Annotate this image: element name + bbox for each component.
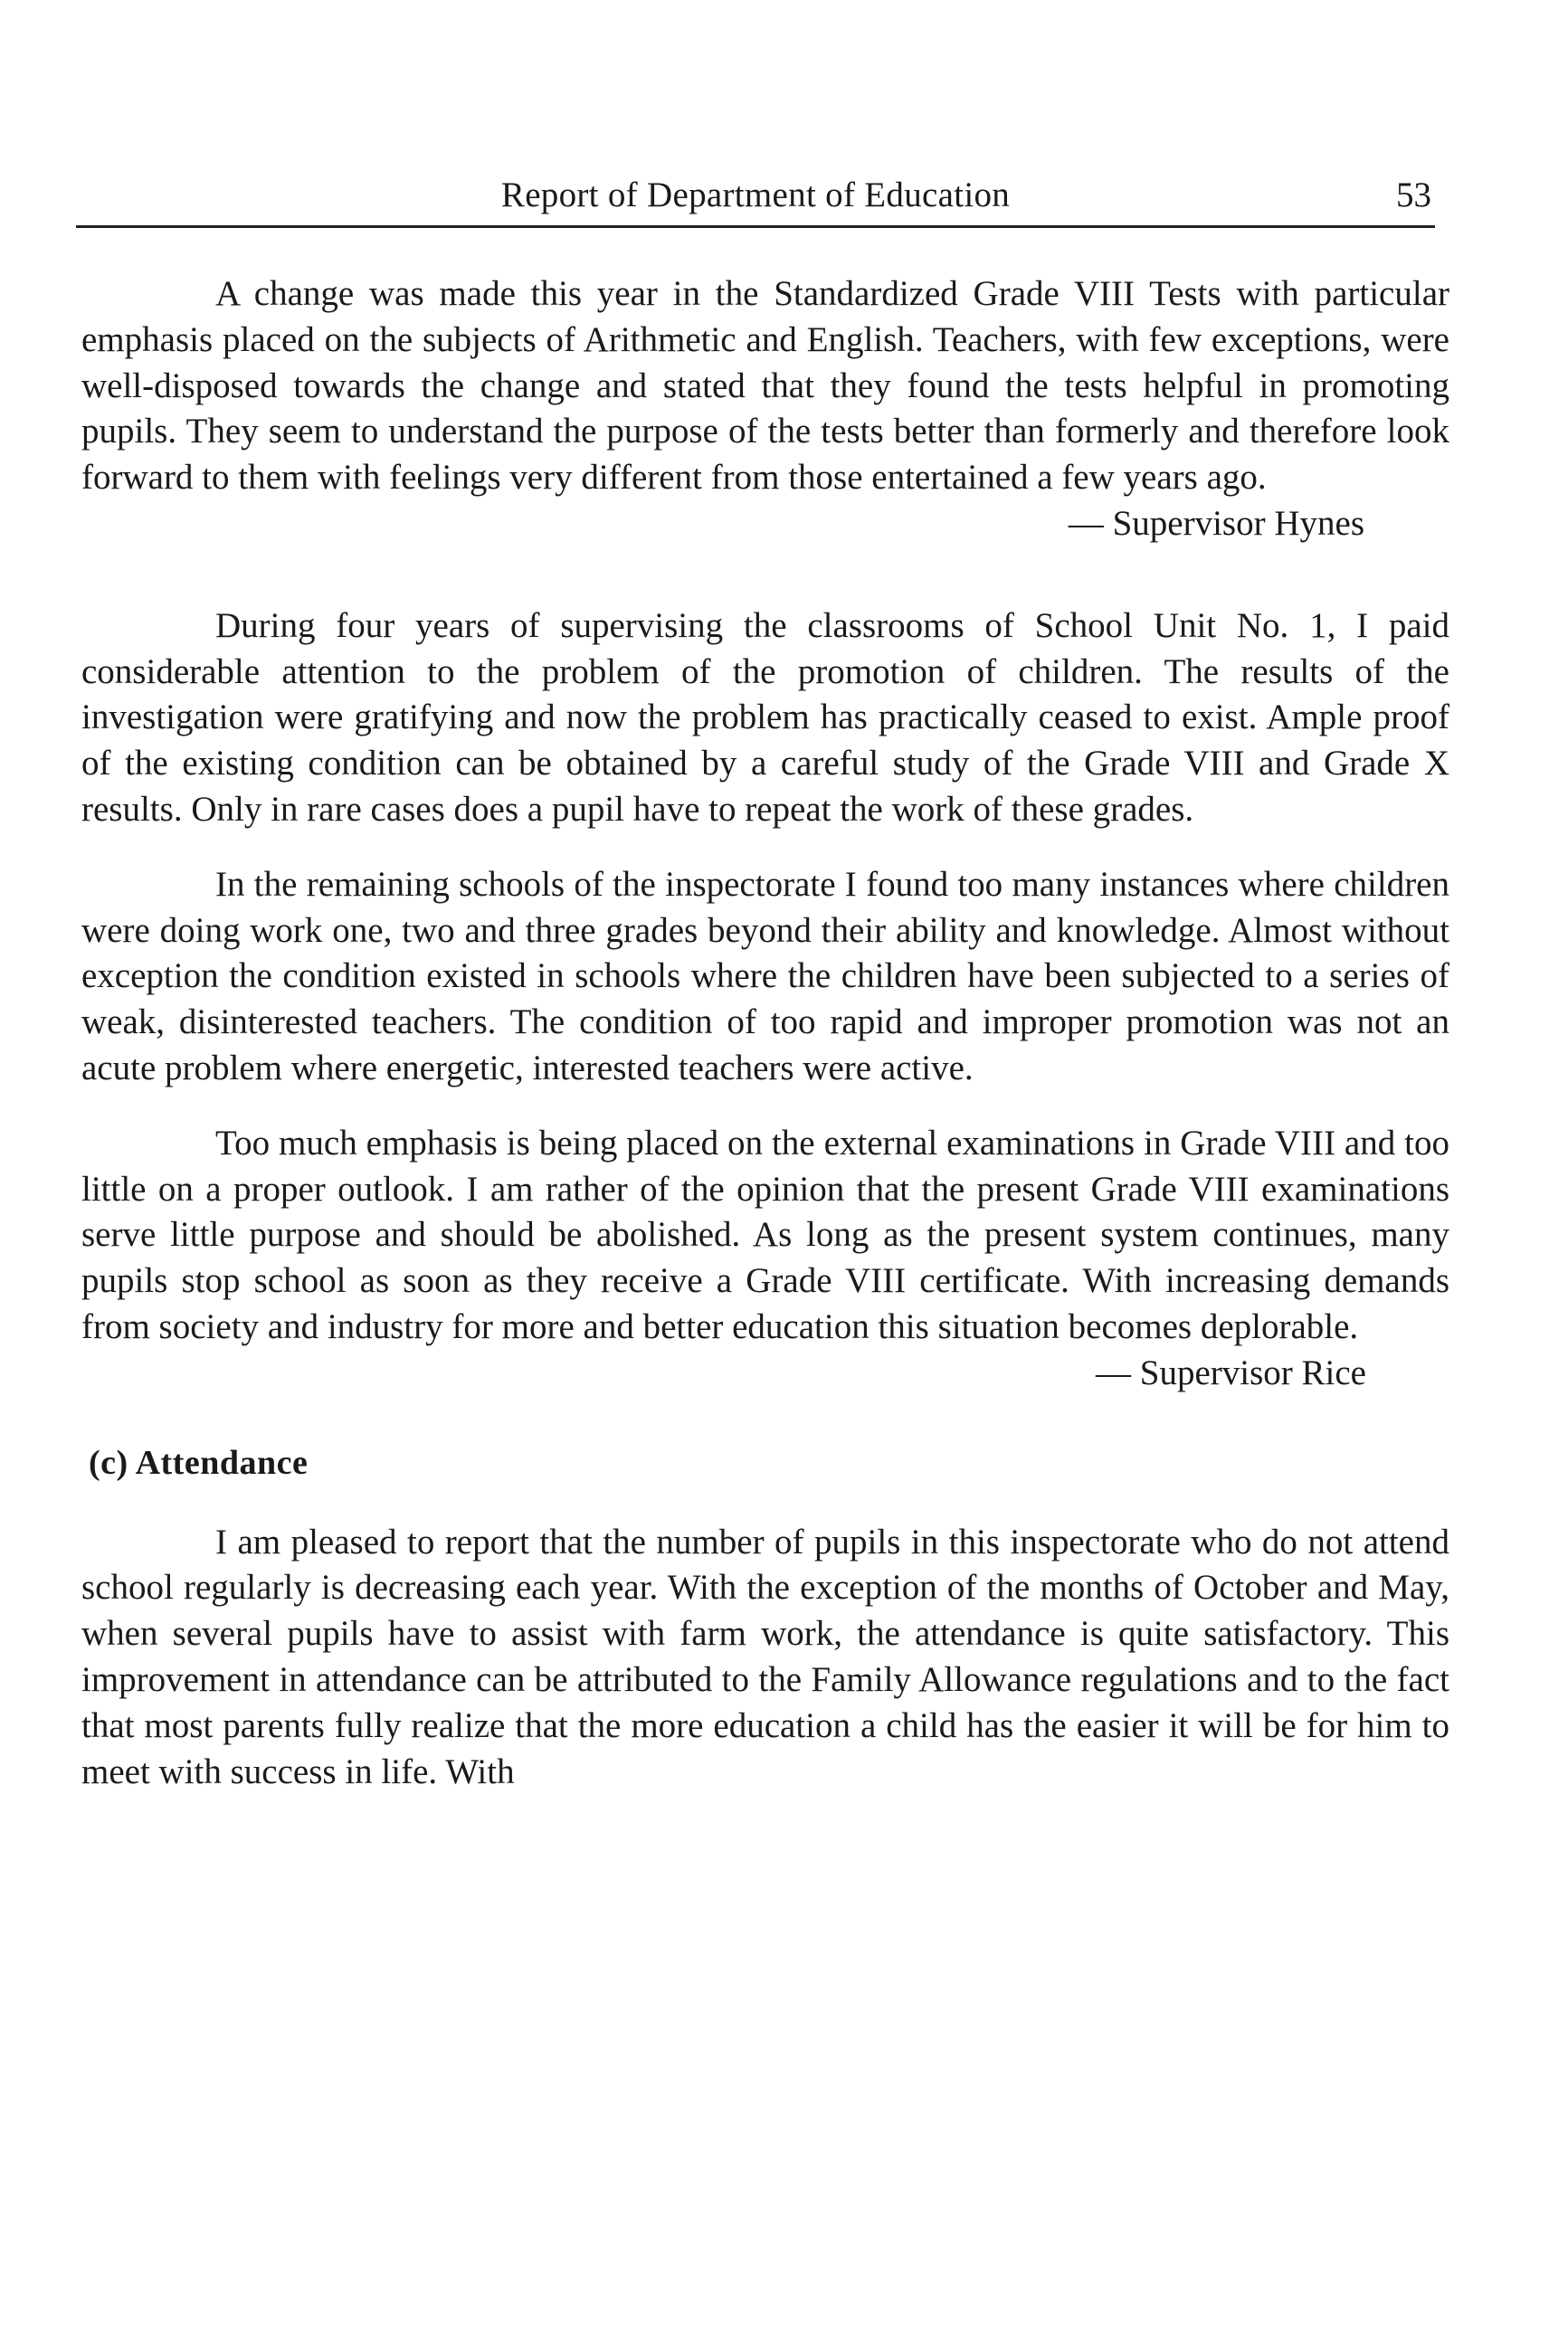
section-heading-attendance: (c) Attendance [89, 1443, 309, 1482]
signature-supervisor-rice: — Supervisor Rice [1096, 1353, 1366, 1392]
paragraph-grade-viii-tests: A change was made this year in the Standardized Grade VIII Tests with particular emphasis placed on the subjects of Arithmetic and English. Teachers, with few exceptions, were well-disposed towards the change and stated that they found the tests helpful in promoting pupils. They seem to understand the purpose of the tests better than formerly and therefore look forward to them with feelings very different from those entertained a few years ago. [81, 274, 1449, 498]
paragraph-remaining-schools: In the remaining schools of the inspectorate I found too many instances where children were doing work one, two and three grades beyond their ability and knowledge. Almost without exception the condition existed in schools where the children have been subjected to a series of weak, disinterested teachers. The condition of too rapid and improper promotion was not an acute problem where energetic, interested teachers were active. [81, 864, 1449, 1087]
page-header [76, 167, 1435, 228]
paragraph-promotion-problem: During four years of supervising the classrooms of School Unit No. 1, I paid considerable attention to the problem of the promotion of children. The results of the investigation were gratifying and now the problem has practically ceased to exist. Ample proof of the existing condition can be obtained by a careful study of the Grade VIII and Grade X results. Only in rare cases does a pupil have to repeat the work of these grades. [81, 605, 1449, 829]
signature-supervisor-hynes: — Supervisor Hynes [1068, 503, 1364, 543]
running-head: Report of Department of Education [500, 176, 1011, 214]
page-number: 53 [1396, 176, 1431, 214]
paragraph-attendance: I am pleased to report that the number of pupils in this inspectorate who do not attend school regularly is decreasing each year. With the exception of the months of October and May, when several pupils have to assist with farm work, the attendance is quite satisfactory. This improvement in attendance can be attributed to the Family Allowance regulations and to the fact that most parents fully realize that the more education a child has the easier it will be for him to meet with success in life. With [81, 1522, 1449, 1791]
paragraph-external-examinations: Too much emphasis is being placed on the external examinations in Grade VIII and too little on a proper outlook. I am rather of the opinion that the present Grade VIII examinations serve little purpose and should be abolished. As long as the present system continues, many pupils stop school as soon as they receive a Grade VIII certificate. With increasing demands from society and industry for more and better education this situation becomes deplorable. [81, 1123, 1449, 1346]
page-body [81, 271, 1449, 1795]
